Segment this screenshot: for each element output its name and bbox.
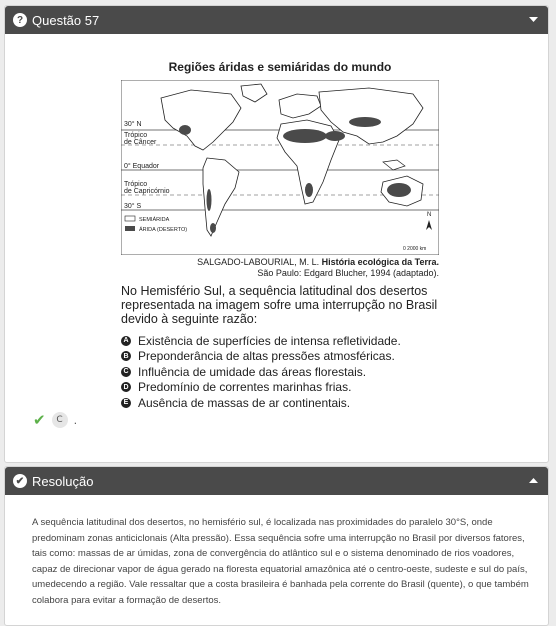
option-d	[121, 380, 441, 396]
answer-suffix: .	[73, 413, 78, 427]
label-tropic-capricorn-1: Trópico	[124, 181, 148, 188]
check-circle-icon: ✔	[13, 474, 27, 488]
question-text: No Hemisfério Sul, a sequência latitudinal dos desertos representada na imagem sofre uma interrupção no Brasil devido à seguinte razão:	[121, 284, 438, 326]
legend-arid-label: ÁRIDA (DESERTO)	[139, 227, 188, 233]
option-e	[121, 395, 441, 411]
resolution-panel	[4, 466, 549, 626]
world-map	[121, 80, 439, 255]
resolution-panel-header[interactable]	[5, 467, 548, 495]
option-e-letter: E	[121, 398, 131, 408]
option-a	[121, 333, 441, 349]
checkmark-icon: ✔	[33, 411, 46, 429]
question-title: Questão 57	[32, 12, 100, 28]
source-book: História ecológica da Terra.	[321, 257, 439, 267]
resolution-text: A sequência latitudinal dos desertos, no hemisfério sul, é localizada nas proximidades do paralelo 30°S, onde predominam zonas anticiclonais (Alta pressão). Essa sequência sofre uma interrupção no Brasil por diversos fatores, tais como: massas de ar úmidas, zona de convergência do atlântico sul e o sistema denominado de rios voadores, capaz de direcionar vapor de água gerado na floresta equatorial amazônica até o centro-oeste, sudeste e sul do país, umedecendo a região. Vale ressaltar que a costa brasileira é banhada pela corrente do Brasil (quente), o que também colabora para evitar a formação de desertos.	[32, 517, 529, 606]
option-c-letter: C	[121, 367, 131, 377]
options-list	[121, 333, 441, 411]
source-publisher: São Paulo: Edgard Blucher, 1994 (adaptado).	[257, 268, 439, 278]
figure-title: Regiões áridas e semiáridas do mundo	[168, 60, 392, 74]
question-panel-header[interactable]	[5, 6, 548, 34]
scale-label: 0 2000 km	[403, 246, 427, 252]
caret-down-icon[interactable]	[526, 13, 540, 27]
label-30s: 30° S	[124, 203, 142, 210]
option-a-text: Existência de superfícies de intensa refletividade.	[138, 333, 401, 348]
caret-up-icon[interactable]	[526, 474, 540, 488]
option-c	[121, 364, 441, 380]
option-b-text: Preponderância de altas pressões atmosféricas.	[138, 349, 395, 364]
option-d-letter: D	[121, 382, 131, 392]
legend-semiarid-swatch	[125, 216, 135, 221]
answer-badge: C	[52, 412, 68, 428]
legend-semiarid-label: SEMIÁRIDA	[139, 217, 170, 223]
source-author: SALGADO-LABOURIAL, M. L.	[197, 257, 322, 267]
label-tropic-capricorn-2: de Capricórnio	[124, 188, 170, 195]
resolution-title: Resolução	[32, 473, 94, 489]
option-c-text: Influência de umidade das áreas florestais.	[138, 364, 367, 379]
label-30n: 30° N	[124, 121, 142, 128]
question-panel	[4, 5, 549, 463]
option-d-text: Predomínio de correntes marinhas frias.	[138, 380, 352, 395]
label-tropic-cancer-2: de Câncer	[124, 139, 157, 146]
answer-row	[33, 411, 77, 429]
option-b	[121, 349, 441, 365]
option-b-letter: B	[121, 351, 131, 361]
question-figure	[115, 52, 445, 412]
label-tropic-cancer-1: Trópico	[124, 132, 148, 139]
label-equator: 0° Equador	[124, 163, 160, 170]
option-a-letter: A	[121, 336, 131, 346]
option-e-text: Ausência de massas de ar continentais.	[138, 395, 351, 410]
question-circle-icon: ?	[13, 13, 27, 27]
figure-source	[197, 257, 439, 279]
north-label: N	[427, 212, 432, 218]
legend-arid-swatch	[125, 226, 135, 231]
